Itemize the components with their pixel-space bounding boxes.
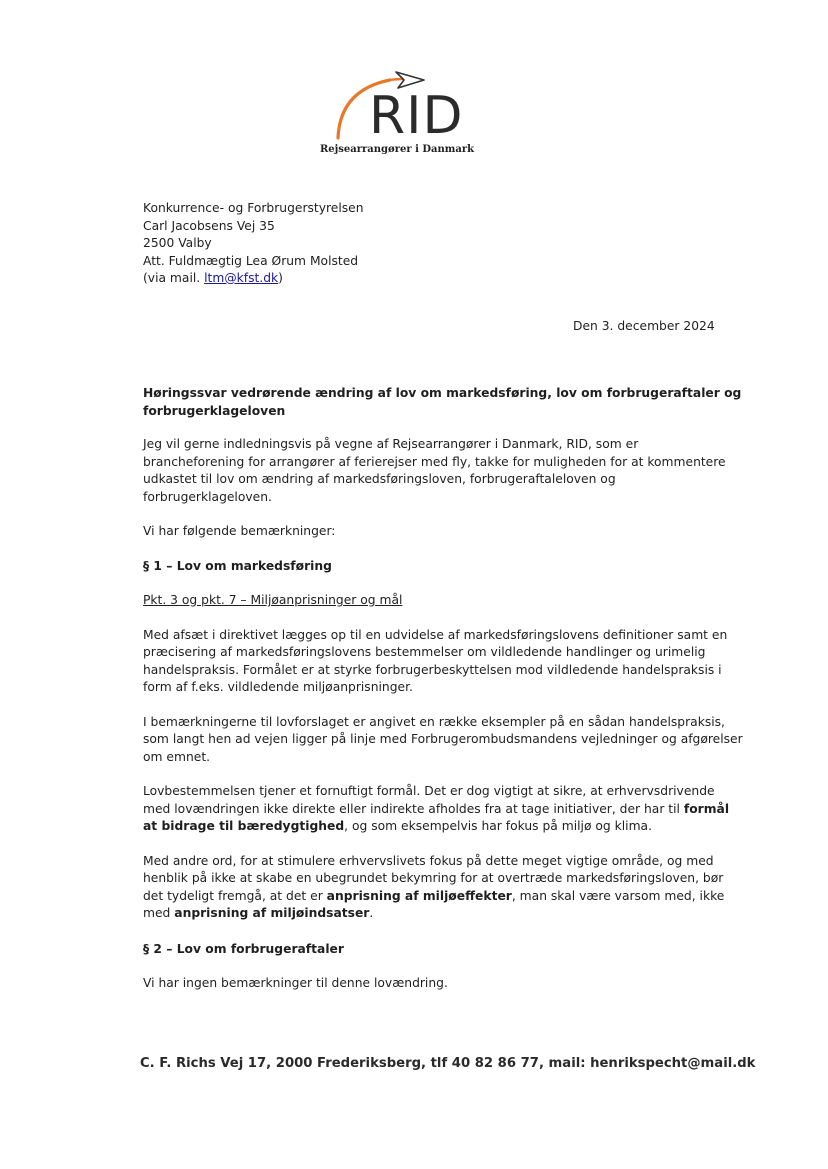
section-1-paragraph-2: I bemærkningerne til lovforslaget er angivet en række eksempler på en sådan handelspraksis, som langt hen ad vejen ligger på linje med Forbrugerombudsmandens vejledninger og afgørelser om emnet. <box>143 714 743 764</box>
p4-text-b: , man skal være varsom med, ikke med <box>143 888 725 920</box>
logo-letters: RID <box>369 86 464 146</box>
section-2-paragraph-1: Vi har ingen bemærkninger til denne lovændring. <box>143 976 448 990</box>
p3-bold: formål at bidrage til bæredygtighed <box>143 801 730 833</box>
letter-subject: Høringssvar vedrørende ændring af lov om markedsføring, lov om forbrugeraftaler og forbrugerklageloven <box>143 386 742 418</box>
section-1-heading: § 1 – Lov om markedsføring <box>143 558 332 573</box>
section-1-subheading: Pkt. 3 og pkt. 7 – Miljøanprisninger og mål <box>143 593 403 607</box>
recipient-address <box>143 200 364 288</box>
p4-bold-2: anprisning af miljøindsatser <box>174 906 370 920</box>
mail-suffix: ) <box>278 271 283 285</box>
mail-prefix: (via mail. <box>143 271 205 285</box>
intro-paragraph: Jeg vil gerne indledningsvis på vegne af Rejsearrangører i Danmark, RID, som er brancheforening for arrangører af ferierejser med fly, takke for muligheden for at kommentere udkastet til lov om ændring af markedsføringsloven, forbrugeraftaleloven og forbrugerklageloven. <box>143 437 726 504</box>
section-1-paragraph-3 <box>143 783 743 836</box>
p4-text-c: . <box>369 906 374 920</box>
p3-text-a: Lovbestemmelsen tjener et fornuftigt formål. Det er dog vigtigt at sikre, at erhvervsdrivende med lovændringen ikke direkte eller indirekte afholdes fra at tage initiativer, der har til <box>143 784 715 816</box>
rid-logo <box>318 68 475 158</box>
recipient-line-5 <box>143 270 364 288</box>
letter-date: Den 3. december 2024 <box>573 319 715 333</box>
p4-bold-1: anprisning af miljøeffekter <box>326 888 512 903</box>
letter-body <box>143 385 743 1010</box>
section-2-heading: § 2 – Lov om forbrugeraftaler <box>143 941 344 956</box>
remarks-intro: Vi har følgende bemærkninger: <box>143 524 336 538</box>
section-1-paragraph-1: Med afsæt i direktivet lægges op til en udvidelse af markedsføringslovens definitioner samt en præcisering af markedsføringslovens bestemmelser om vildledende handlinger og urimelig handelspraksis. Formålet er at styrke forbrugerbeskyttelsen mod vildledende handelspraksis i form af f.eks. vildledende miljøanprisninger. <box>143 627 728 694</box>
letter-footer: C. F. Richs Vej 17, 2000 Frederiksberg, tlf 40 82 86 77, mail: henrikspecht@mail.dk <box>140 1056 756 1071</box>
recipient-line-2: Carl Jacobsens Vej 35 <box>143 218 275 233</box>
recipient-line-3: 2500 Valby <box>143 236 212 250</box>
section-1-paragraph-4 <box>143 853 743 923</box>
p3-text-b: , og som eksempelvis har fokus på miljø og klima. <box>344 819 653 833</box>
p4-text-a: Med andre ord, for at stimulere erhvervslivets fokus på dette meget vigtige område, og med henblik på ikke at skabe en ubegrundet bekymring for at overtræde markedsføringsloven, bør det tydeligt fremgå, at det er <box>143 853 724 903</box>
recipient-line-4: Att. Fuldmægtig Lea Ørum Molsted <box>143 253 359 268</box>
recipient-line-1: Konkurrence- og Forbrugerstyrelsen <box>143 201 364 215</box>
logo-tagline: Rejsearrangører i Danmark <box>320 144 475 155</box>
recipient-email-link[interactable]: ltm@kfst.dk <box>204 271 279 285</box>
